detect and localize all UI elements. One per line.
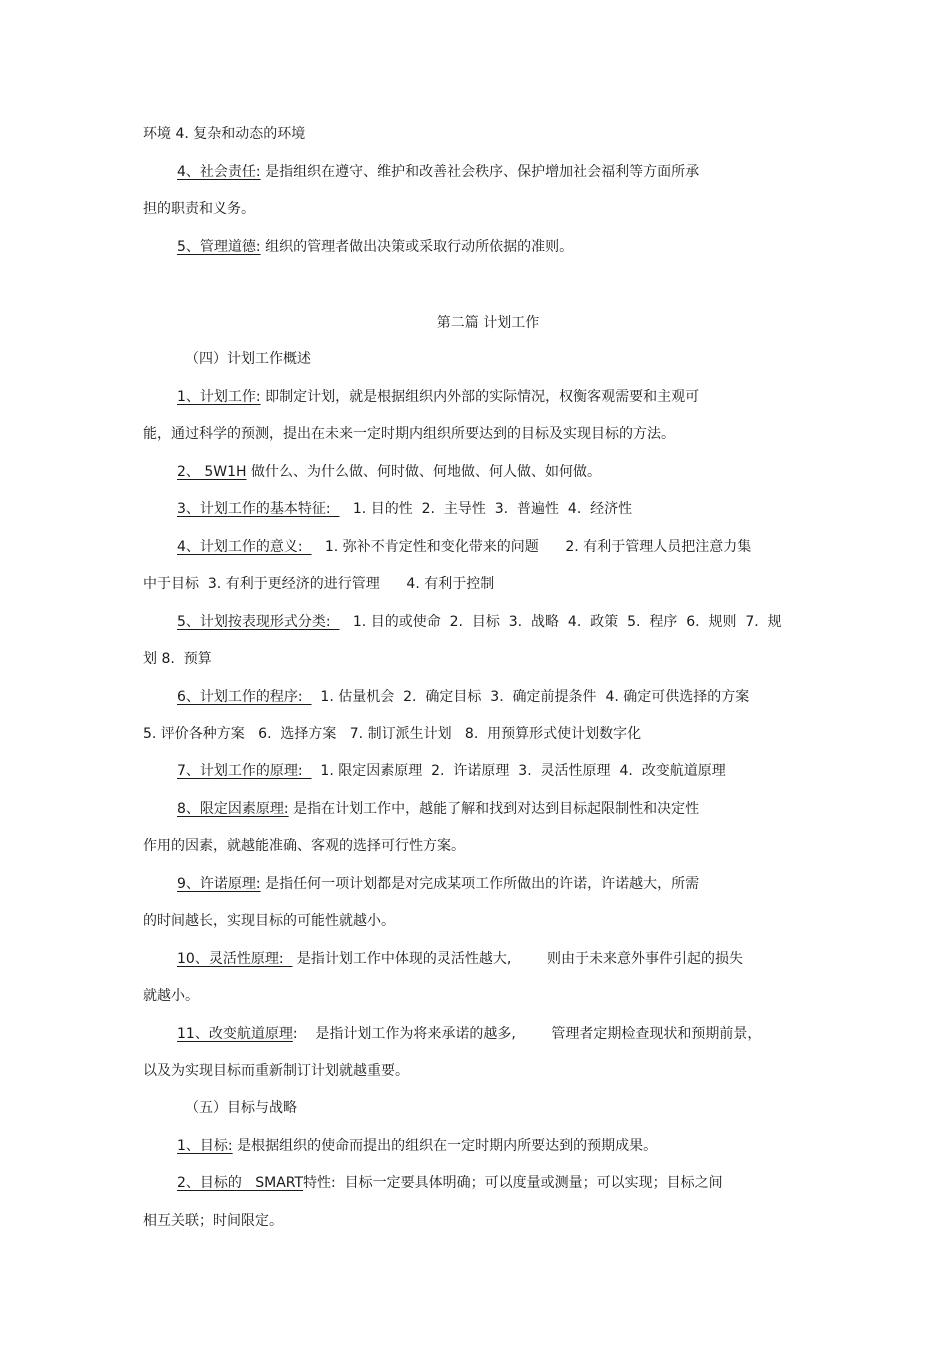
subsection-heading: （五）目标与战略	[185, 1100, 297, 1116]
paragraph-5w1h: 2、 5W1H 做什么、为什么做、何时做、何地做、何人做、如何做。	[177, 464, 601, 480]
paragraph-objective: 1、目标: 是根据组织的使命而提出的组织在一定时期内所要达到的预期成果。	[177, 1138, 658, 1154]
term-label: 3、计划工作的基本特征:	[177, 501, 340, 517]
text-line: 能，通过科学的预测，提出在未来一定时期内组织所要达到的目标及实现目标的方法。	[143, 426, 675, 442]
paragraph-basic-features: 3、计划工作的基本特征: 1. 目的性 2. 主导性 3. 普遍性 4. 经济性	[177, 501, 633, 517]
paragraph-procedure: 6、计划工作的程序: 1. 估量机会 2. 确定目标 3. 确定前提条件 4. 确定可供选择的方案	[177, 689, 750, 705]
paragraph-smart: 2、目标的 SMART特性: 目标一定要具体明确；可以度量或测量；可以实现；目标之间	[177, 1175, 723, 1191]
term-label: 10、灵活性原理:	[177, 951, 293, 967]
paragraph-limiting-factor: 8、限定因素原理: 是指在计划工作中，越能了解和找到对达到目标起限制性和决定性	[177, 801, 700, 817]
paragraph-significance: 4、计划工作的意义: 1. 弥补不肯定性和变化带来的问题 2. 有利于管理人员把注意力集	[177, 539, 752, 555]
term-label: 9、许诺原理:	[177, 876, 261, 892]
text-line: 中于目标 3. 有利于更经济的进行管理 4. 有利于控制	[143, 576, 495, 592]
term-label: 7、计划工作的原理:	[177, 763, 312, 779]
paragraph-social-responsibility: 4、社会责任: 是指组织在遵守、维护和改善社会秩序、保护增加社会福利等方面所承	[177, 164, 700, 180]
text-line: 担的职责和义务。	[143, 201, 255, 217]
term-label: 6、计划工作的程序:	[177, 689, 312, 705]
text-line: 划 8. 预算	[143, 651, 212, 667]
paragraph-principles: 7、计划工作的原理: 1. 限定因素原理 2. 许诺原理 3. 灵活性原理 4. 改变航道原理	[177, 763, 726, 779]
term-label: 4、社会责任:	[177, 164, 261, 180]
subsection-heading: （四）计划工作概述	[185, 351, 311, 367]
term-label: 5、计划按表现形式分类:	[177, 614, 340, 630]
text-line: 环境 4. 复杂和动态的环境	[143, 126, 306, 142]
text-line: 以及为实现目标而重新制订计划就越重要。	[143, 1063, 409, 1079]
paragraph-planning: 1、计划工作: 即制定计划，就是根据组织内外部的实际情况，权衡客观需要和主观可	[177, 389, 700, 405]
paragraph-navigation-change: 11、改变航道原理: 是指计划工作为将来承诺的越多, 管理者定期检查现状和预期前景，	[177, 1026, 762, 1042]
term-label: 5、管理道德:	[177, 239, 261, 255]
term-label: 8、限定因素原理:	[177, 801, 289, 817]
term-label: 2、 5W1H	[177, 464, 247, 480]
term-label: 2、目标的 SMART	[177, 1175, 304, 1191]
paragraph-flexibility: 10、灵活性原理: 是指计划工作中体现的灵活性越大, 则由于未来意外事件引起的损失	[177, 951, 743, 967]
text-line: 的时间越长，实现目标的可能性就越小。	[143, 913, 395, 929]
text-line: 作用的因素，就越能准确、客观的选择可行性方案。	[143, 838, 465, 854]
section-title: 第二篇 计划工作	[436, 315, 540, 331]
paragraph-commitment: 9、许诺原理: 是指任何一项计划都是对完成某项工作所做出的许诺，许诺越大，所需	[177, 876, 700, 892]
paragraph-plan-forms: 5、计划按表现形式分类: 1. 目的或使命 2. 目标 3. 战略 4. 政策 5. 程序 6. 规则 7. 规	[177, 614, 782, 630]
paragraph-management-ethics: 5、管理道德: 组织的管理者做出决策或采取行动所依据的准则。	[177, 239, 574, 255]
text-line: 相互关联；时间限定。	[143, 1213, 283, 1229]
term-label: 1、目标:	[177, 1138, 233, 1154]
term-label: 1、计划工作:	[177, 389, 261, 405]
term-label: 11、改变航道原理	[177, 1026, 293, 1042]
term-label: 4、计划工作的意义:	[177, 539, 312, 555]
text-line: 就越小。	[143, 988, 199, 1004]
text-line: 5. 评价各种方案 6. 选择方案 7. 制订派生计划 8. 用预算形式使计划数字化	[143, 726, 642, 742]
